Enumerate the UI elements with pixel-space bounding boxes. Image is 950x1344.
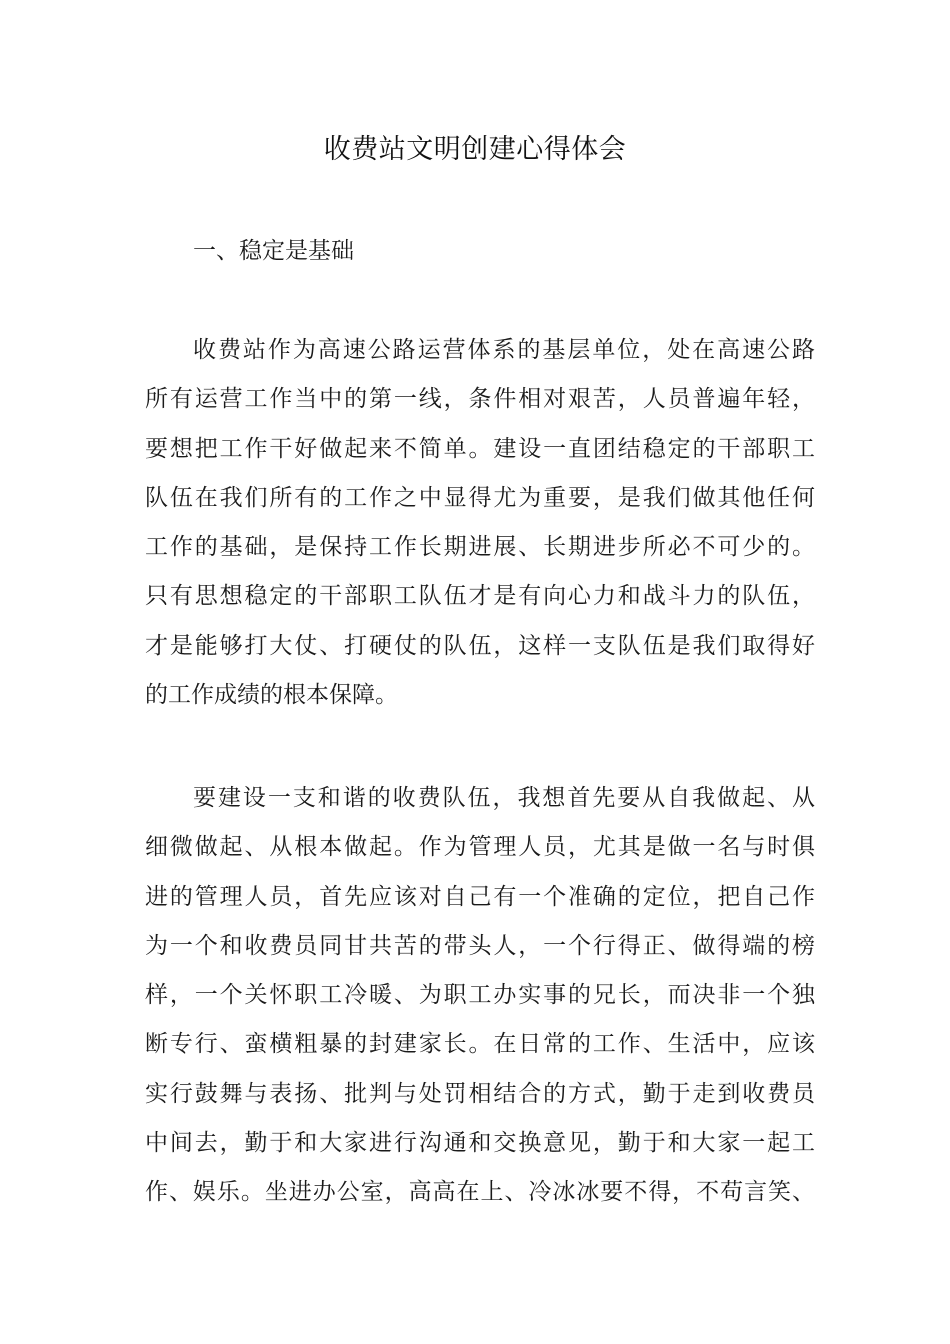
paragraph-line: 作、娱乐。坐进办公室，高高在上、冷冰冰要不得，不苟言笑、 — [145, 1179, 815, 1206]
paragraph-line: 为一个和收费员同甘共苦的带头人，一个行得正、做得端的榜 — [145, 932, 815, 959]
paragraph-line: 才是能够打大仗、打硬仗的队伍，这样一支队伍是我们取得好 — [145, 632, 815, 659]
paragraph-line: 实行鼓舞与表扬、批判与处罚相结合的方式，勤于走到收费员 — [145, 1080, 815, 1107]
paragraph-line: 要想把工作干好做起来不简单。建设一直团结稳定的干部职工 — [145, 435, 815, 462]
paragraph-line: 工作的基础，是保持工作长期进展、长期进步所必不可少的。 — [145, 534, 815, 561]
paragraph-stability — [145, 326, 815, 720]
paragraph-line: 进的管理人员，首先应该对自己有一个准确的定位，把自己作 — [145, 883, 815, 910]
paragraph-line: 只有思想稳定的干部职工队伍才是有向心力和战斗力的队伍， — [145, 583, 815, 610]
paragraph-line: 要建设一支和谐的收费队伍，我想首先要从自我做起、从 — [193, 785, 815, 811]
paragraph-line: 所有运营工作当中的第一线，条件相对艰苦，人员普遍年轻， — [145, 386, 815, 413]
document-title: 收费站文明创建心得体会 — [323, 134, 627, 165]
paragraph-line: 队伍在我们所有的工作之中显得尤为重要，是我们做其他任何 — [145, 484, 815, 511]
paragraph-line: 收费站作为高速公路运营体系的基层单位，处在高速公路 — [193, 337, 815, 363]
paragraph-line: 中间去，勤于和大家进行沟通和交换意见，勤于和大家一起工 — [145, 1130, 815, 1157]
paragraph-line: 断专行、蛮横粗暴的封建家长。在日常的工作、生活中，应该 — [145, 1031, 815, 1058]
section-heading: 一、稳定是基础 — [193, 238, 354, 264]
paragraph-team-building — [145, 774, 815, 1218]
paragraph-line: 的工作成绩的根本保障。 — [145, 682, 398, 709]
paragraph-line: 样，一个关怀职工冷暖、为职工办实事的兄长，而决非一个独 — [145, 982, 815, 1009]
paragraph-line: 细微做起、从根本做起。作为管理人员，尤其是做一名与时俱 — [145, 834, 815, 861]
